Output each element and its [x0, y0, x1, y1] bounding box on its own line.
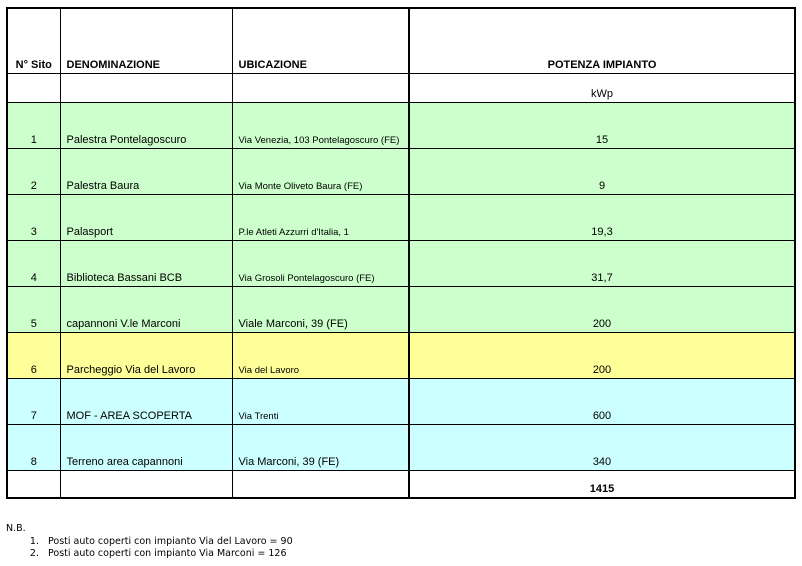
ubicazione-cell: Via del Lavoro: [232, 333, 409, 379]
header-denominazione: DENOMINAZIONE: [60, 8, 232, 74]
notes-title: N.B.: [6, 523, 26, 534]
site-number-cell: 7: [7, 379, 60, 425]
unit-label: kWp: [409, 74, 795, 103]
site-number-cell: 6: [7, 333, 60, 379]
table-row: [7, 287, 795, 333]
ubicazione-cell: Via Grosoli Pontelagoscuro (FE): [232, 241, 409, 287]
total-row: [7, 471, 795, 499]
table-row: [7, 195, 795, 241]
potenza-cell: 15: [409, 103, 795, 149]
unit-empty-cell: [232, 74, 409, 103]
header-site-number: N° Sito: [7, 8, 60, 74]
denominazione-cell: Parcheggio Via del Lavoro: [60, 333, 232, 379]
potenza-cell: 600: [409, 379, 795, 425]
potenza-cell: 19,3: [409, 195, 795, 241]
table-row: [7, 379, 795, 425]
site-number-cell: 5: [7, 287, 60, 333]
note-item: 2. Posti auto coperti con impianto Via Marconi = 126: [42, 548, 293, 561]
table-row: [7, 425, 795, 471]
total-empty-cell: [232, 471, 409, 499]
notes-section: [6, 523, 293, 561]
ubicazione-cell: P.le Atleti Azzurri d'Italia, 1: [232, 195, 409, 241]
table-row: [7, 149, 795, 195]
note-item: 1. Posti auto coperti con impianto Via del Lavoro = 90: [42, 536, 293, 549]
denominazione-cell: Terreno area capannoni: [60, 425, 232, 471]
notes-list: [6, 536, 293, 561]
denominazione-cell: Palestra Baura: [60, 149, 232, 195]
table-row: [7, 103, 795, 149]
potenza-cell: 200: [409, 333, 795, 379]
header-ubicazione: UBICAZIONE: [232, 8, 409, 74]
header-potenza: POTENZA IMPIANTO: [409, 8, 795, 74]
denominazione-cell: capannoni V.le Marconi: [60, 287, 232, 333]
potenza-cell: 340: [409, 425, 795, 471]
site-number-cell: 2: [7, 149, 60, 195]
denominazione-cell: Palestra Pontelagoscuro: [60, 103, 232, 149]
potenza-cell: 31,7: [409, 241, 795, 287]
unit-row: [7, 74, 795, 103]
potenza-cell: 200: [409, 287, 795, 333]
denominazione-cell: Palasport: [60, 195, 232, 241]
total-value: 1415: [409, 471, 795, 499]
sites-table: [6, 7, 796, 499]
unit-empty-cell: [60, 74, 232, 103]
denominazione-cell: Biblioteca Bassani BCB: [60, 241, 232, 287]
ubicazione-cell: Via Trenti: [232, 379, 409, 425]
ubicazione-cell: Via Marconi, 39 (FE): [232, 425, 409, 471]
site-number-cell: 8: [7, 425, 60, 471]
potenza-cell: 9: [409, 149, 795, 195]
table-row: [7, 241, 795, 287]
table-row: [7, 333, 795, 379]
site-number-cell: 3: [7, 195, 60, 241]
ubicazione-cell: Via Venezia, 103 Pontelagoscuro (FE): [232, 103, 409, 149]
total-empty-cell: [7, 471, 60, 499]
ubicazione-cell: Via Monte Oliveto Baura (FE): [232, 149, 409, 195]
header-row: [7, 8, 795, 74]
total-empty-cell: [60, 471, 232, 499]
denominazione-cell: MOF - AREA SCOPERTA: [60, 379, 232, 425]
site-number-cell: 4: [7, 241, 60, 287]
ubicazione-cell: Viale Marconi, 39 (FE): [232, 287, 409, 333]
unit-empty-cell: [7, 74, 60, 103]
site-number-cell: 1: [7, 103, 60, 149]
